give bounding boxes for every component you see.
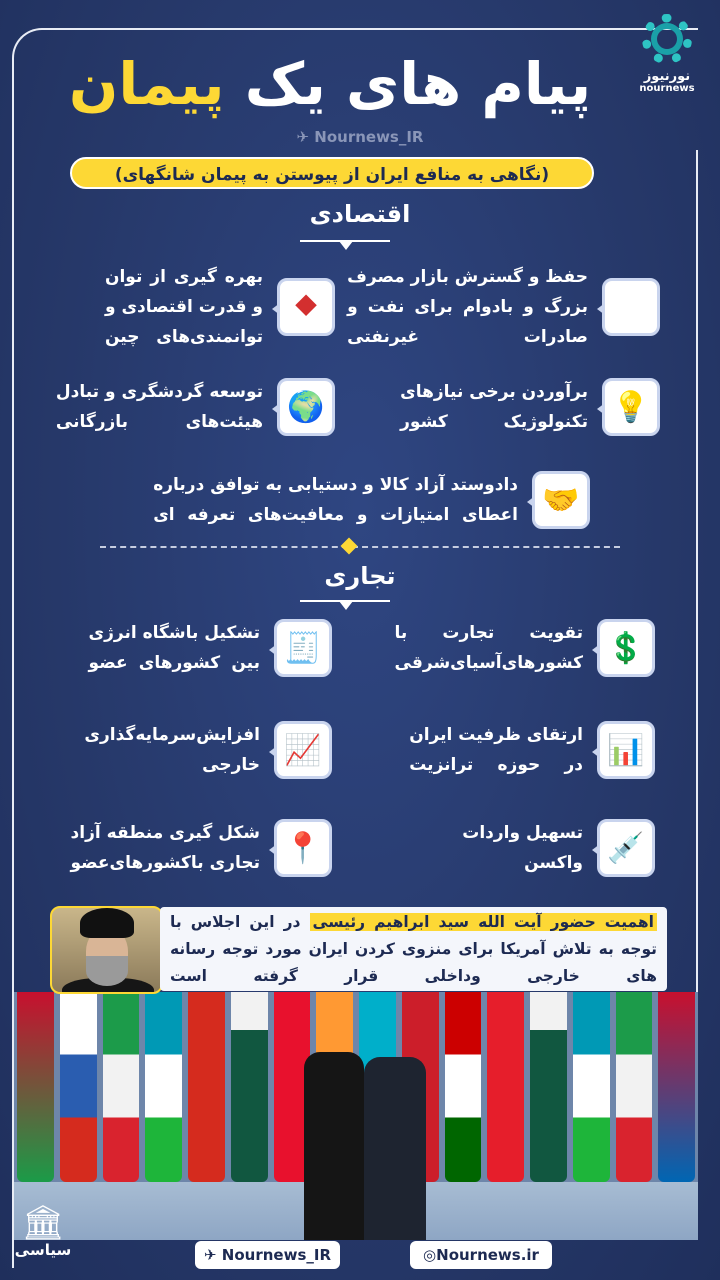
logo-fa-text: نورنیوز (643, 69, 691, 84)
quote-box (160, 907, 667, 991)
vaccine-syringe-icon: 💉 (597, 819, 655, 877)
subtitle: (نگاهی به منافع ایران از پیوستن به پیمان شانگهای) (70, 157, 594, 189)
econ-item-free-trade (153, 470, 590, 530)
technology-bulb-icon: 💡 (602, 378, 660, 436)
nournews-logo (632, 14, 702, 94)
item-text: دادوستد آزاد کالا و دستیابی به توافق درباره اعطای امتیازات و معافیت‌های تعرفه ای (153, 475, 518, 525)
quote-highlight: اهمیت حضور آیت الله سید ابراهیم رئیسی (310, 913, 657, 931)
government-building-icon: 🏛 (21, 1203, 65, 1243)
page-title (60, 50, 600, 118)
china-map-icon: ⯁ (277, 278, 335, 336)
oil-barrel-icon: 🛢 (602, 278, 660, 336)
item-text: تسهیل واردات واکسن (462, 823, 583, 873)
summit-photo (14, 992, 698, 1240)
telegram-handle: Nournews_IR (221, 1246, 332, 1264)
instagram-icon: ◎ (423, 1246, 437, 1264)
handshake-icon: 🤝 (532, 471, 590, 529)
section-divider (100, 546, 620, 548)
title-yellow: پیمان (68, 50, 225, 118)
item-text: ارتقای ظرفیت ایران در حوزه ترانزیت (409, 725, 583, 775)
quote-text: در این اجلاس با توجه به تلاش آمریکا برای منزوی کردن ایران مورد توجه رسانه های خارجی وداخلی قرار گرفته است (170, 913, 657, 985)
item-text: تقویت تجارت با کشورهای‌آسیای‌شرقی (394, 623, 583, 673)
trade-item-vaccine (462, 818, 655, 878)
item-text: برآوردن برخی نیازهای تکنولوژیک کشور (400, 382, 588, 432)
econ-item-tourism (56, 377, 335, 437)
telegram-link[interactable] (195, 1241, 340, 1269)
econ-item-oil (347, 262, 660, 352)
title-white: پیام های یک (244, 50, 592, 118)
category-badge (8, 1205, 78, 1259)
category-label: سیاسی (14, 1241, 72, 1259)
heading-arrow (339, 241, 353, 250)
heading-arrow (339, 601, 353, 610)
logo-en-text: nournews (639, 83, 695, 94)
trade-item-investment (84, 720, 332, 780)
growth-bar-chart-icon: 📊 (597, 721, 655, 779)
watermark-text: Nournews_IR (314, 128, 424, 146)
instagram-link[interactable] (410, 1241, 552, 1269)
coins-growth-icon: 📈 (274, 721, 332, 779)
invoice-calculator-icon: 🧾 (274, 619, 332, 677)
item-text: شکل گیری منطقه آزاد تجاری باکشورهای‌عضو (70, 823, 260, 873)
portrait-photo (50, 906, 163, 994)
telegram-icon: ✈ (203, 1246, 217, 1264)
instagram-handle: Nournews.ir (436, 1246, 539, 1264)
person-right (364, 1057, 426, 1240)
item-text: بهره گیری از توان و قدرت اقتصادی و توانمندی‌های چین (104, 267, 263, 347)
globe-travel-icon: 🌍 (277, 378, 335, 436)
item-text: افزایش‌سرمایه‌گذاری خارجی (84, 725, 260, 775)
logo-ring-icon (642, 14, 692, 64)
econ-item-tech (400, 377, 660, 437)
item-text: توسعه گردشگری و تبادل هیئت‌های بازرگانی (55, 382, 263, 432)
watermark: ✈ Nournews_IR (296, 128, 424, 146)
location-package-icon: 📍 (274, 819, 332, 877)
finance-idea-icon: 💲 (597, 619, 655, 677)
section-trade-heading: تجاری (324, 562, 396, 590)
item-text: حفظ و گسترش بازار مصرف بزرگ و بادوام برای نفت و صادرات غیرنفتی (347, 267, 588, 347)
section-economic-heading: اقتصادی (309, 200, 411, 228)
trade-item-free-zone (71, 818, 332, 878)
person-left (304, 1052, 364, 1240)
item-text: تشکیل باشگاه انرژی بین کشورهای عضو (88, 623, 260, 673)
trade-item-east-asia (395, 618, 655, 678)
econ-item-china (105, 262, 335, 352)
trade-item-energy-club (89, 618, 332, 678)
trade-item-transit (409, 720, 655, 780)
